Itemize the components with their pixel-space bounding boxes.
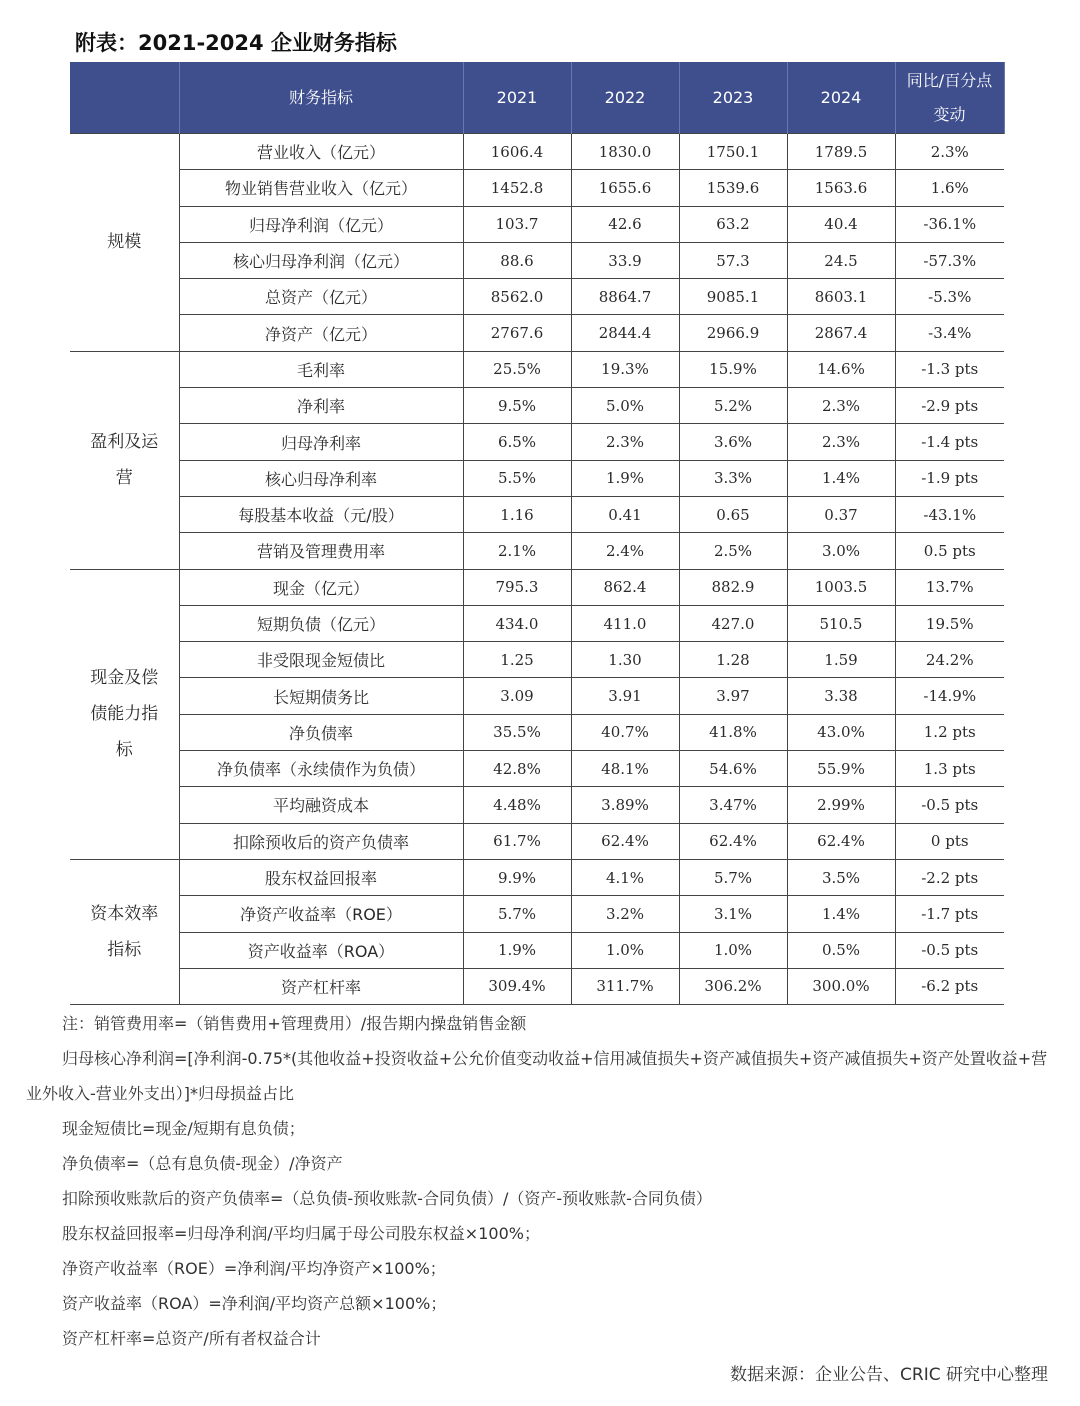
header-year-2024: 2024 xyxy=(787,62,895,134)
table-row xyxy=(70,170,1004,206)
table-header-row xyxy=(70,62,1004,134)
value-cell-2023: 1539.6 xyxy=(679,170,787,206)
table-row xyxy=(70,968,1004,1004)
data-source: 数据来源：企业公告、CRIC 研究中心整理 xyxy=(730,1365,1048,1385)
value-cell-2021: 1452.8 xyxy=(463,170,571,206)
value-cell-2024: 1003.5 xyxy=(787,569,895,605)
value-cell-2024: 1.59 xyxy=(787,642,895,678)
indicator-name-cell: 毛利率 xyxy=(179,351,463,387)
indicator-name-cell: 平均融资成本 xyxy=(179,787,463,823)
value-cell-2024: 24.5 xyxy=(787,242,895,278)
value-cell-2023: 3.1% xyxy=(679,896,787,932)
value-cell-2022: 2844.4 xyxy=(571,315,679,351)
note-line: 现金短债比=现金/短期有息负债； xyxy=(62,1119,305,1138)
value-cell-2024: 55.9% xyxy=(787,751,895,787)
value-cell-2022: 1655.6 xyxy=(571,170,679,206)
table-row xyxy=(70,315,1004,351)
value-cell-2021: 6.5% xyxy=(463,424,571,460)
category-cell: 规模 xyxy=(70,134,179,352)
table-body xyxy=(70,134,1004,1005)
value-cell-2023: 5.7% xyxy=(679,859,787,895)
value-cell-2021: 42.8% xyxy=(463,751,571,787)
value-cell-2021: 5.7% xyxy=(463,896,571,932)
table-row xyxy=(70,605,1004,641)
header-category xyxy=(70,62,179,134)
change-cell: -0.5 pts xyxy=(895,932,1004,968)
change-cell: -1.7 pts xyxy=(895,896,1004,932)
value-cell-2023: 5.2% xyxy=(679,388,787,424)
value-cell-2021: 61.7% xyxy=(463,823,571,859)
value-cell-2022: 5.0% xyxy=(571,388,679,424)
value-cell-2021: 3.09 xyxy=(463,678,571,714)
table-row xyxy=(70,206,1004,242)
value-cell-2022: 48.1% xyxy=(571,751,679,787)
value-cell-2021: 1.16 xyxy=(463,496,571,532)
indicator-name-cell: 物业销售营业收入（亿元） xyxy=(179,170,463,206)
value-cell-2022: 1830.0 xyxy=(571,134,679,170)
value-cell-2022: 2.4% xyxy=(571,533,679,569)
value-cell-2022: 40.7% xyxy=(571,714,679,750)
indicator-name-cell: 净资产（亿元） xyxy=(179,315,463,351)
change-cell: -43.1% xyxy=(895,496,1004,532)
header-year-2023: 2023 xyxy=(679,62,787,134)
note-line: 资产收益率（ROA）=净利润/平均资产总额×100%； xyxy=(62,1294,447,1313)
value-cell-2022: 33.9 xyxy=(571,242,679,278)
value-cell-2021: 9.9% xyxy=(463,859,571,895)
indicator-name-cell: 总资产（亿元） xyxy=(179,279,463,315)
value-cell-2022: 4.1% xyxy=(571,859,679,895)
table-row xyxy=(70,642,1004,678)
change-cell: 0.5 pts xyxy=(895,533,1004,569)
change-cell: -2.2 pts xyxy=(895,859,1004,895)
value-cell-2023: 54.6% xyxy=(679,751,787,787)
value-cell-2022: 42.6 xyxy=(571,206,679,242)
value-cell-2023: 427.0 xyxy=(679,605,787,641)
table-row xyxy=(70,678,1004,714)
category-cell: 盈利及运营 xyxy=(70,351,179,569)
table-row xyxy=(70,896,1004,932)
value-cell-2024: 43.0% xyxy=(787,714,895,750)
table-row xyxy=(70,859,1004,895)
indicator-name-cell: 资产收益率（ROA） xyxy=(179,932,463,968)
value-cell-2023: 1.28 xyxy=(679,642,787,678)
change-cell: 13.7% xyxy=(895,569,1004,605)
value-cell-2021: 309.4% xyxy=(463,968,571,1004)
change-cell: -57.3% xyxy=(895,242,1004,278)
header-year-2021: 2021 xyxy=(463,62,571,134)
value-cell-2024: 510.5 xyxy=(787,605,895,641)
value-cell-2021: 88.6 xyxy=(463,242,571,278)
indicator-name-cell: 股东权益回报率 xyxy=(179,859,463,895)
value-cell-2024: 3.5% xyxy=(787,859,895,895)
value-cell-2024: 3.38 xyxy=(787,678,895,714)
value-cell-2021: 434.0 xyxy=(463,605,571,641)
change-cell: 1.2 pts xyxy=(895,714,1004,750)
value-cell-2024: 1.4% xyxy=(787,460,895,496)
value-cell-2021: 9.5% xyxy=(463,388,571,424)
value-cell-2021: 1606.4 xyxy=(463,134,571,170)
value-cell-2024: 2.3% xyxy=(787,388,895,424)
value-cell-2024: 1789.5 xyxy=(787,134,895,170)
table-row xyxy=(70,751,1004,787)
note-line: 净资产收益率（ROE）=净利润/平均净资产×100%； xyxy=(62,1259,446,1278)
value-cell-2024: 0.5% xyxy=(787,932,895,968)
value-cell-2023: 41.8% xyxy=(679,714,787,750)
change-cell: -1.4 pts xyxy=(895,424,1004,460)
note-line: 资产杠杆率=总资产/所有者权益合计 xyxy=(62,1329,321,1348)
change-cell: 1.3 pts xyxy=(895,751,1004,787)
value-cell-2023: 3.3% xyxy=(679,460,787,496)
change-cell: -5.3% xyxy=(895,279,1004,315)
indicator-name-cell: 资产杠杆率 xyxy=(179,968,463,1004)
value-cell-2021: 795.3 xyxy=(463,569,571,605)
value-cell-2023: 0.65 xyxy=(679,496,787,532)
note-line: 注：销管费用率=（销售费用+管理费用）/报告期内操盘销售金额 xyxy=(62,1014,527,1033)
indicator-name-cell: 每股基本收益（元/股） xyxy=(179,496,463,532)
value-cell-2021: 35.5% xyxy=(463,714,571,750)
value-cell-2023: 3.6% xyxy=(679,424,787,460)
table-row xyxy=(70,496,1004,532)
category-cell: 资本效率指标 xyxy=(70,859,179,1004)
value-cell-2022: 411.0 xyxy=(571,605,679,641)
value-cell-2021: 5.5% xyxy=(463,460,571,496)
value-cell-2022: 1.0% xyxy=(571,932,679,968)
change-cell: -36.1% xyxy=(895,206,1004,242)
change-cell: 24.2% xyxy=(895,642,1004,678)
change-cell: 2.3% xyxy=(895,134,1004,170)
value-cell-2021: 2.1% xyxy=(463,533,571,569)
note-line: 扣除预收账款后的资产负债率=（总负债-预收账款-合同负债）/（资产-预收账款-合同负债） xyxy=(62,1189,712,1208)
value-cell-2022: 19.3% xyxy=(571,351,679,387)
change-cell: -14.9% xyxy=(895,678,1004,714)
value-cell-2024: 300.0% xyxy=(787,968,895,1004)
value-cell-2021: 1.25 xyxy=(463,642,571,678)
value-cell-2024: 1563.6 xyxy=(787,170,895,206)
value-cell-2023: 15.9% xyxy=(679,351,787,387)
indicator-name-cell: 短期负债（亿元） xyxy=(179,605,463,641)
financial-indicators-table xyxy=(70,62,1005,1005)
value-cell-2021: 25.5% xyxy=(463,351,571,387)
value-cell-2024: 2.99% xyxy=(787,787,895,823)
change-cell: -6.2 pts xyxy=(895,968,1004,1004)
indicator-name-cell: 营业收入（亿元） xyxy=(179,134,463,170)
value-cell-2022: 2.3% xyxy=(571,424,679,460)
value-cell-2021: 8562.0 xyxy=(463,279,571,315)
value-cell-2022: 8864.7 xyxy=(571,279,679,315)
value-cell-2022: 862.4 xyxy=(571,569,679,605)
table-title: 附表：2021-2024 企业财务指标 xyxy=(75,31,397,55)
table-row xyxy=(70,279,1004,315)
value-cell-2021: 1.9% xyxy=(463,932,571,968)
change-cell: -2.9 pts xyxy=(895,388,1004,424)
table-row xyxy=(70,569,1004,605)
value-cell-2023: 2.5% xyxy=(679,533,787,569)
value-cell-2024: 62.4% xyxy=(787,823,895,859)
indicator-name-cell: 净利率 xyxy=(179,388,463,424)
value-cell-2024: 3.0% xyxy=(787,533,895,569)
value-cell-2023: 1750.1 xyxy=(679,134,787,170)
value-cell-2022: 3.89% xyxy=(571,787,679,823)
header-indicator: 财务指标 xyxy=(179,62,463,134)
value-cell-2023: 2966.9 xyxy=(679,315,787,351)
table-row xyxy=(70,424,1004,460)
indicator-name-cell: 归母净利润（亿元） xyxy=(179,206,463,242)
table-row xyxy=(70,460,1004,496)
category-cell: 现金及偿债能力指标 xyxy=(70,569,179,859)
value-cell-2024: 40.4 xyxy=(787,206,895,242)
value-cell-2024: 2.3% xyxy=(787,424,895,460)
table-row xyxy=(70,388,1004,424)
notes-section xyxy=(26,1006,1056,1356)
value-cell-2023: 882.9 xyxy=(679,569,787,605)
indicator-name-cell: 净负债率 xyxy=(179,714,463,750)
note-line: 净负债率=（总有息负债-现金）/净资产 xyxy=(62,1154,343,1173)
indicator-name-cell: 扣除预收后的资产负债率 xyxy=(179,823,463,859)
table-row xyxy=(70,533,1004,569)
indicator-name-cell: 归母净利率 xyxy=(179,424,463,460)
indicator-name-cell: 非受限现金短债比 xyxy=(179,642,463,678)
indicator-name-cell: 核心归母净利率 xyxy=(179,460,463,496)
change-cell: -1.3 pts xyxy=(895,351,1004,387)
note-line: 股东权益回报率=归母净利润/平均归属于母公司股东权益×100%； xyxy=(62,1224,540,1243)
indicator-name-cell: 营销及管理费用率 xyxy=(179,533,463,569)
value-cell-2024: 1.4% xyxy=(787,896,895,932)
table-row xyxy=(70,823,1004,859)
value-cell-2024: 14.6% xyxy=(787,351,895,387)
change-cell: -1.9 pts xyxy=(895,460,1004,496)
indicator-name-cell: 现金（亿元） xyxy=(179,569,463,605)
value-cell-2021: 2767.6 xyxy=(463,315,571,351)
value-cell-2023: 9085.1 xyxy=(679,279,787,315)
value-cell-2024: 0.37 xyxy=(787,496,895,532)
value-cell-2024: 8603.1 xyxy=(787,279,895,315)
value-cell-2024: 2867.4 xyxy=(787,315,895,351)
indicator-name-cell: 净负债率（永续债作为负债） xyxy=(179,751,463,787)
change-cell: 19.5% xyxy=(895,605,1004,641)
table-row xyxy=(70,787,1004,823)
change-cell: 0 pts xyxy=(895,823,1004,859)
table-row xyxy=(70,714,1004,750)
value-cell-2023: 3.97 xyxy=(679,678,787,714)
value-cell-2022: 62.4% xyxy=(571,823,679,859)
change-cell: -0.5 pts xyxy=(895,787,1004,823)
table-row xyxy=(70,932,1004,968)
note-line: 归母核心净利润=[净利润-0.75*(其他收益+投资收益+公允价值变动收益+信用减值损失+资产减值损失+资产减值损失+资产处置收益+营业外收入-营业外支出）]*归母损益占比 xyxy=(26,1049,1048,1103)
value-cell-2023: 63.2 xyxy=(679,206,787,242)
value-cell-2021: 4.48% xyxy=(463,787,571,823)
value-cell-2022: 1.30 xyxy=(571,642,679,678)
header-year-2022: 2022 xyxy=(571,62,679,134)
value-cell-2023: 1.0% xyxy=(679,932,787,968)
value-cell-2023: 306.2% xyxy=(679,968,787,1004)
value-cell-2022: 0.41 xyxy=(571,496,679,532)
table-row xyxy=(70,351,1004,387)
value-cell-2022: 3.91 xyxy=(571,678,679,714)
indicator-name-cell: 净资产收益率（ROE） xyxy=(179,896,463,932)
value-cell-2022: 3.2% xyxy=(571,896,679,932)
value-cell-2023: 57.3 xyxy=(679,242,787,278)
table-row xyxy=(70,134,1004,170)
value-cell-2021: 103.7 xyxy=(463,206,571,242)
change-cell: -3.4% xyxy=(895,315,1004,351)
value-cell-2023: 3.47% xyxy=(679,787,787,823)
value-cell-2023: 62.4% xyxy=(679,823,787,859)
table-row xyxy=(70,242,1004,278)
indicator-name-cell: 核心归母净利润（亿元） xyxy=(179,242,463,278)
value-cell-2022: 1.9% xyxy=(571,460,679,496)
change-cell: 1.6% xyxy=(895,170,1004,206)
indicator-name-cell: 长短期债务比 xyxy=(179,678,463,714)
value-cell-2022: 311.7% xyxy=(571,968,679,1004)
header-change: 同比/百分点变动 xyxy=(895,62,1004,134)
